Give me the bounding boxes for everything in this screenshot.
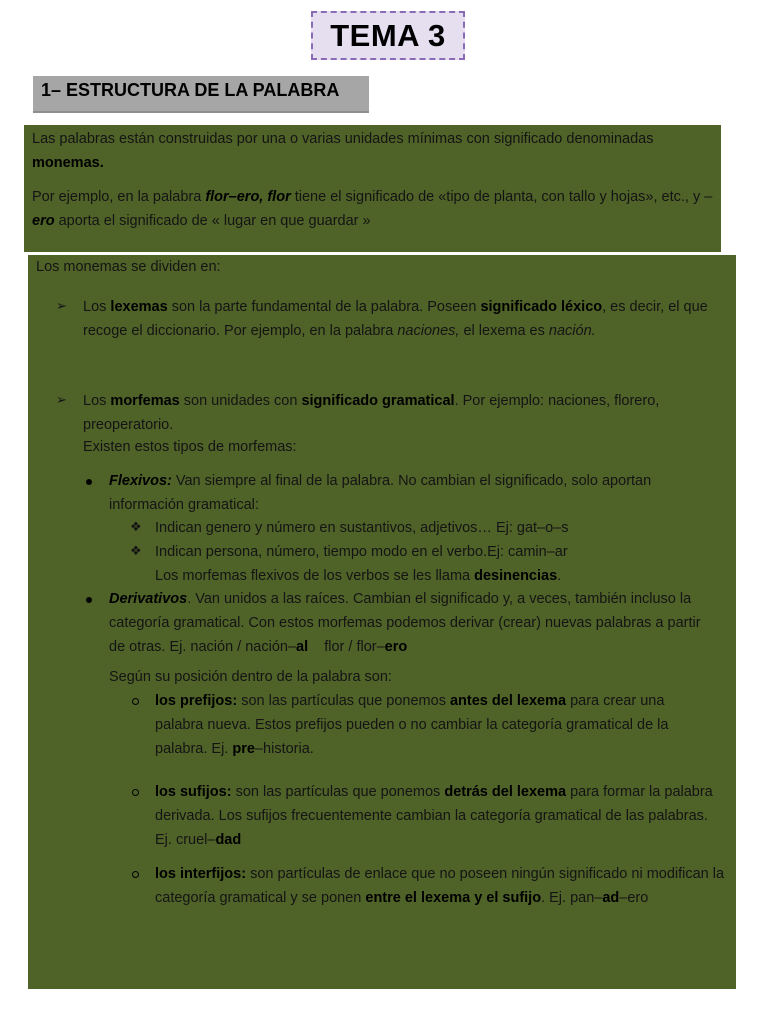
circle-bullet-icon xyxy=(132,789,139,796)
intro-paragraph-1: Las palabras están construidas por una o varias unidades mínimas con significado denominadas monemas. xyxy=(32,131,654,171)
derivativos-paragraph: Derivativos. Van unidos a las raíces. Cambian el significado y, a veces, también incluso la categoría gramatical. Con estos morfemas podemos derivar (crear) nuevas palabras a partir de otras. Ej. nación / nación–al flor / flor–ero xyxy=(109,591,701,655)
page-title: TEMA 3 xyxy=(330,17,446,53)
circle-bullet-icon xyxy=(132,871,139,878)
flexivos-desinencias: Los morfemas flexivos de los verbos se les llama desinencias. xyxy=(155,568,562,584)
monemas-lead: Los monemas se dividen en: xyxy=(36,259,221,275)
title-box xyxy=(311,11,465,60)
arrow-bullet-icon: ➢ xyxy=(56,392,67,407)
morfemas-paragraph: Los morfemas son unidades con significado gramatical. Por ejemplo: naciones, florero, preoperatorio. xyxy=(83,393,660,433)
section-heading: 1– ESTRUCTURA DE LA PALABRA xyxy=(33,76,369,113)
monemas-box xyxy=(28,255,736,989)
flexivos-item-genero: Indican genero y número en sustantivos, adjetivos… Ej: gat–o–s xyxy=(155,520,569,536)
bullet-dot-icon xyxy=(86,479,92,485)
diamond-bullet-icon: ❖ xyxy=(130,543,142,558)
diamond-bullet-icon: ❖ xyxy=(130,519,142,534)
circle-bullet-icon xyxy=(132,698,139,705)
posicion-lead: Según su posición dentro de la palabra son: xyxy=(109,669,392,685)
flexivos-paragraph: Flexivos: Van siempre al final de la palabra. No cambian el significado, solo aportan información gramatical: xyxy=(109,473,652,513)
intro-box xyxy=(24,125,721,252)
morfemas-types-lead: Existen estos tipos de morfemas: xyxy=(83,439,297,455)
flexivos-item-persona: Indican persona, número, tiempo modo en el verbo.Ej: camin–ar xyxy=(155,544,568,560)
intro-paragraph-2: Por ejemplo, en la palabra flor–ero, flor tiene el significado de «tipo de planta, con tallo y hojas», etc., y –ero aporta el significado de « lugar en que guardar » xyxy=(32,189,713,229)
bullet-dot-icon xyxy=(86,597,92,603)
interfijos-paragraph: los interfijos: son partículas de enlace que no poseen ningún significado ni modifican la categoría gramatical y se ponen entre el lexema y el sufijo. Ej. pan–ad–ero xyxy=(155,866,725,906)
sufijos-paragraph: los sufijos: son las partículas que ponemos detrás del lexema para formar la palabra derivada. Los sufijos frecuentemente cambian la categoría gramatical de las palabras. Ej. cruel–dad xyxy=(155,784,713,848)
arrow-bullet-icon: ➢ xyxy=(56,298,67,313)
prefijos-paragraph: los prefijos: son las partículas que ponemos antes del lexema para crear una palabra nueva. Estos prefijos pueden o no cambiar la categoría gramatical de la palabra. Ej. pre–historia. xyxy=(155,693,669,757)
lexemas-paragraph: Los lexemas son la parte fundamental de la palabra. Poseen significado léxico, es decir, el que recoge el diccionario. Por ejemplo, en la palabra naciones, el lexema es nación. xyxy=(83,299,708,339)
